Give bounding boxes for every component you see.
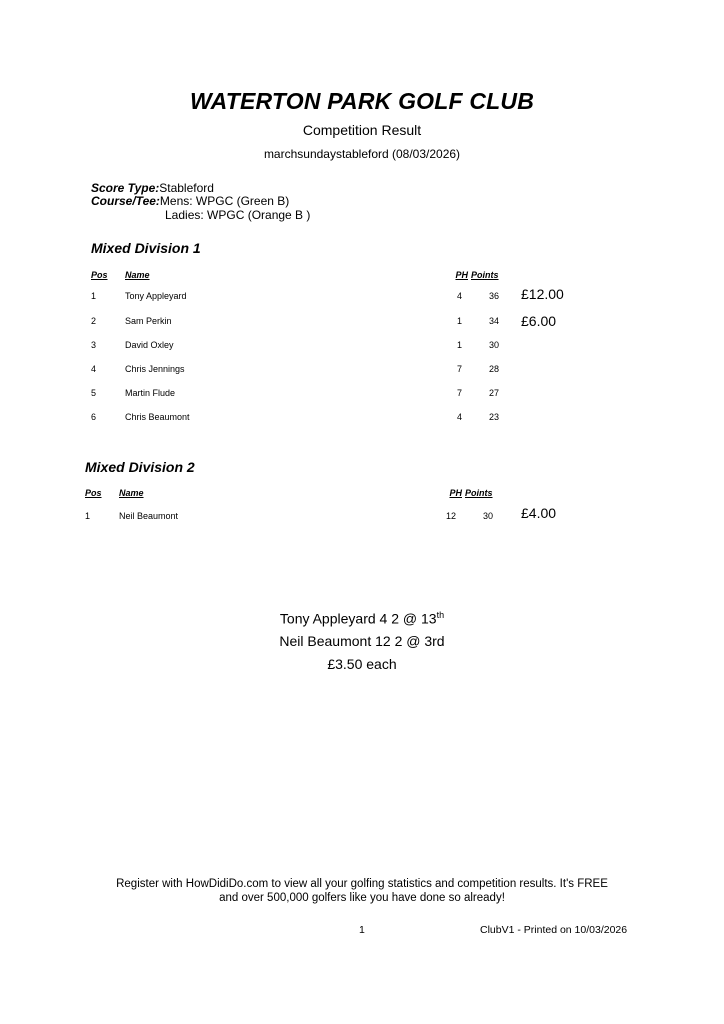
twos-line-3: £3.50 each <box>327 656 397 672</box>
row-points: 30 <box>482 511 493 521</box>
row-prize: £12.00 <box>521 286 564 302</box>
footer-register-line-2: and over 500,000 golfers like you have done so already! <box>219 892 505 904</box>
printed-on: ClubV1 - Printed on 10/03/2026 <box>480 924 628 936</box>
row-points: 27 <box>488 388 499 398</box>
course-tee-label: Course/Tee: <box>91 194 160 208</box>
score-type-value: Stableford <box>159 181 214 195</box>
row-name: David Oxley <box>125 340 174 350</box>
row-name: Chris Beaumont <box>125 412 190 422</box>
col-ph-header: PH <box>449 488 462 498</box>
score-type-label: Score Type: <box>91 181 160 195</box>
row-ph: 4 <box>456 291 462 301</box>
row-name: Neil Beaumont <box>119 511 179 521</box>
col-name-header: Name <box>119 488 144 498</box>
division-2-heading: Mixed Division 2 <box>85 459 195 475</box>
row-pos: 1 <box>85 511 91 521</box>
col-ph-header: PH <box>455 270 468 280</box>
row-name: Sam Perkin <box>125 316 172 326</box>
row-pos: 4 <box>91 364 97 374</box>
page-subtitle: Competition Result <box>302 122 422 138</box>
row-ph: 12 <box>445 511 456 521</box>
row-ph: 7 <box>456 364 462 374</box>
twos-line-2: Neil Beaumont 12 2 @ 3rd <box>279 633 445 649</box>
club-title: WATERTON PARK GOLF CLUB <box>189 88 535 114</box>
row-ph: 1 <box>456 316 462 326</box>
course-tee-line <box>91 195 289 208</box>
row-ph: 1 <box>456 340 462 350</box>
twos-line-1-suffix: th <box>436 610 445 620</box>
row-pos: 2 <box>91 316 97 326</box>
row-pos: 3 <box>91 340 97 350</box>
col-points-header: Points <box>471 270 499 280</box>
page-number: 1 <box>359 924 365 936</box>
row-ph: 7 <box>456 388 462 398</box>
row-prize: £6.00 <box>521 313 557 329</box>
course-mens: Mens: WPGC (Green B) <box>159 194 290 208</box>
course-ladies: Ladies: WPGC (Orange B ) <box>165 208 311 222</box>
row-pos: 1 <box>91 291 97 301</box>
row-points: 34 <box>488 316 499 326</box>
row-points: 28 <box>488 364 499 374</box>
competition-name: marchsundaystableford (08/03/2026) <box>263 147 461 161</box>
row-name: Tony Appleyard <box>125 291 187 301</box>
row-points: 30 <box>488 340 499 350</box>
row-name: Chris Jennings <box>125 364 185 374</box>
row-pos: 5 <box>91 388 97 398</box>
col-pos-header: Pos <box>91 270 108 280</box>
col-name-header: Name <box>125 270 150 280</box>
row-name: Martin Flude <box>125 388 176 398</box>
row-points: 23 <box>488 412 499 422</box>
row-prize: £4.00 <box>521 505 557 521</box>
col-points-header: Points <box>465 488 493 498</box>
twos-line-1-text: Tony Appleyard 4 2 @ 13 <box>279 610 437 627</box>
row-points: 36 <box>488 291 499 301</box>
footer-register-line-1: Register with HowDidiDo.com to view all your golfing statistics and competition results. It's FREE <box>116 878 608 890</box>
col-pos-header: Pos <box>85 488 102 498</box>
row-pos: 6 <box>91 412 97 422</box>
row-ph: 4 <box>456 412 462 422</box>
twos-line-1 <box>0 610 724 627</box>
division-1-heading: Mixed Division 1 <box>91 240 201 256</box>
